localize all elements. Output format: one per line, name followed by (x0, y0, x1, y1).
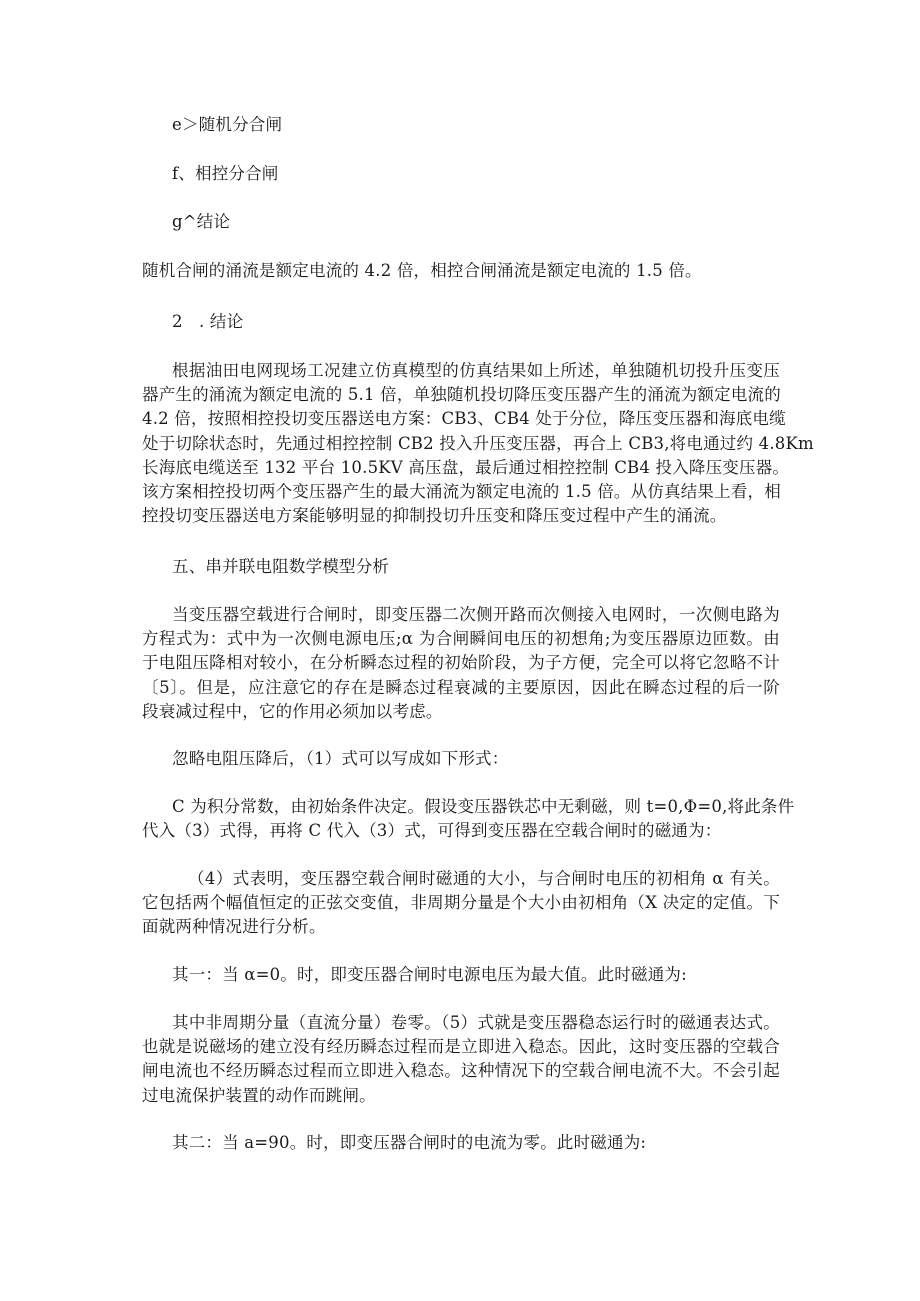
paragraph-line: 也就是说磁场的建立没有经历瞬态过程而是立即进入稳态。因此，这时变压器的空载合 (142, 1037, 780, 1057)
case-one-line: 其一：当 α=0。时，即变压器合闸时电源电压为最大值。此时磁通为: (172, 965, 687, 984)
paragraph-line: 当变压器空载进行合闸时，即变压器二次侧开路而次侧接入电网时，一次侧电路为 (172, 605, 780, 624)
paragraph-line: 4.2 倍，按照相控投切变压器送电方案：CB3、CB4 处于分位，降压变压器和海底电缆 (142, 409, 786, 429)
paragraph-line: 方程式为：式中为一次侧电源电压;α 为合闸瞬间电压的初想角;为变压器原边匝数。由 (142, 629, 780, 649)
paragraph-line: 闸电流也不经历瞬态过程而立即进入稳态。这种情况下的空载合闸电流不大。不会引起 (142, 1061, 780, 1081)
paragraph-line: （4）式表明，变压器空载合闸时磁通的大小，与合闸时电压的初相角 α 有关。 (188, 869, 780, 888)
paragraph-line: 面就两种情况进行分析。 (142, 917, 326, 937)
dc-component-paragraph (142, 1011, 780, 1108)
list-item-e: e＞随机分合闸 (172, 115, 283, 134)
ignore-resistance-line: 忽略电阻压降后，（1）式可以写成如下形式： (172, 749, 509, 768)
paragraph-line: 于电阻压降相对较小，在分析瞬态过程的初始阶段，为子方便，完全可以将它忽略不计 (142, 653, 780, 673)
case-two-line: 其二：当 a=90。时，即变压器合闸时的电流为零。此时磁通为: (172, 1133, 647, 1152)
paragraph-line: 其中非周期分量（直流分量）卷零。（5）式就是变压器稳态运行时的磁通表达式。 (172, 1013, 780, 1032)
paragraph-line: 代入（3）式得，再将 C 代入（3）式，可得到变压器在空载合闸时的磁通为： (142, 821, 722, 841)
paragraph-line: C 为积分常数，由初始条件决定。假设变压器铁芯中无剩磁，则 t=0,Φ=0,将此条件 (172, 797, 795, 816)
paragraph-line: 段衰减过程中，它的作用必须加以考虑。 (142, 701, 443, 721)
paragraph-line: 器产生的涌流为额定电流的 5.1 倍，单独随机投切降压变压器产生的涌流为额定电流的 (142, 385, 781, 405)
list-item-f: f、相控分合闸 (172, 164, 279, 183)
paragraph-line: 控投切变压器送电方案能够明显的抑制投切升压变和降压变过程中产生的涌流。 (142, 506, 727, 526)
paragraph-line: 〔5〕。但是，应注意它的存在是瞬态过程衰减的主要原因，因此在瞬态过程的后一阶 (142, 677, 780, 697)
list-item-g: g^结论 (172, 212, 231, 231)
constant-paragraph (142, 795, 795, 843)
paragraph-line: 处于切除状态时，先通过相控控制 CB2 投入升压变压器，再合上 CB3,将电通过约 4.8Km (142, 433, 814, 453)
conclusion-paragraph (142, 359, 814, 528)
paragraph-line: 根据油田电网现场工况建立仿真模型的仿真结果如上所述，单独随机切投升压变压 (172, 361, 780, 380)
section-5-heading: 五、串并联电阻数学模型分析 (172, 557, 390, 576)
paragraph-line: 过电流保护装置的动作而跳闸。 (142, 1085, 376, 1105)
formula-4-paragraph (142, 867, 780, 940)
paragraph-line: 它包括两个幅值恒定的正弦交变值，非周期分量是个大小由初相角（X 决定的定值。下 (142, 893, 780, 913)
paragraph-line: 长海底电缆送至 132 平台 10.5KV 高压盘，最后通过相控控制 CB4 投入降压变压器。 (142, 457, 790, 477)
section-2-heading: 2 . 结论 (172, 312, 244, 331)
paragraph-line: 该方案相控投切两个变压器产生的最大涌流为额定电流的 1.5 倍。从仿真结果上看，相 (142, 482, 781, 502)
inrush-summary: 随机合闸的涌流是额定电流的 4.2 倍，相控合闸涌流是额定电流的 1.5 倍。 (142, 261, 702, 280)
no-load-paragraph (142, 603, 780, 724)
